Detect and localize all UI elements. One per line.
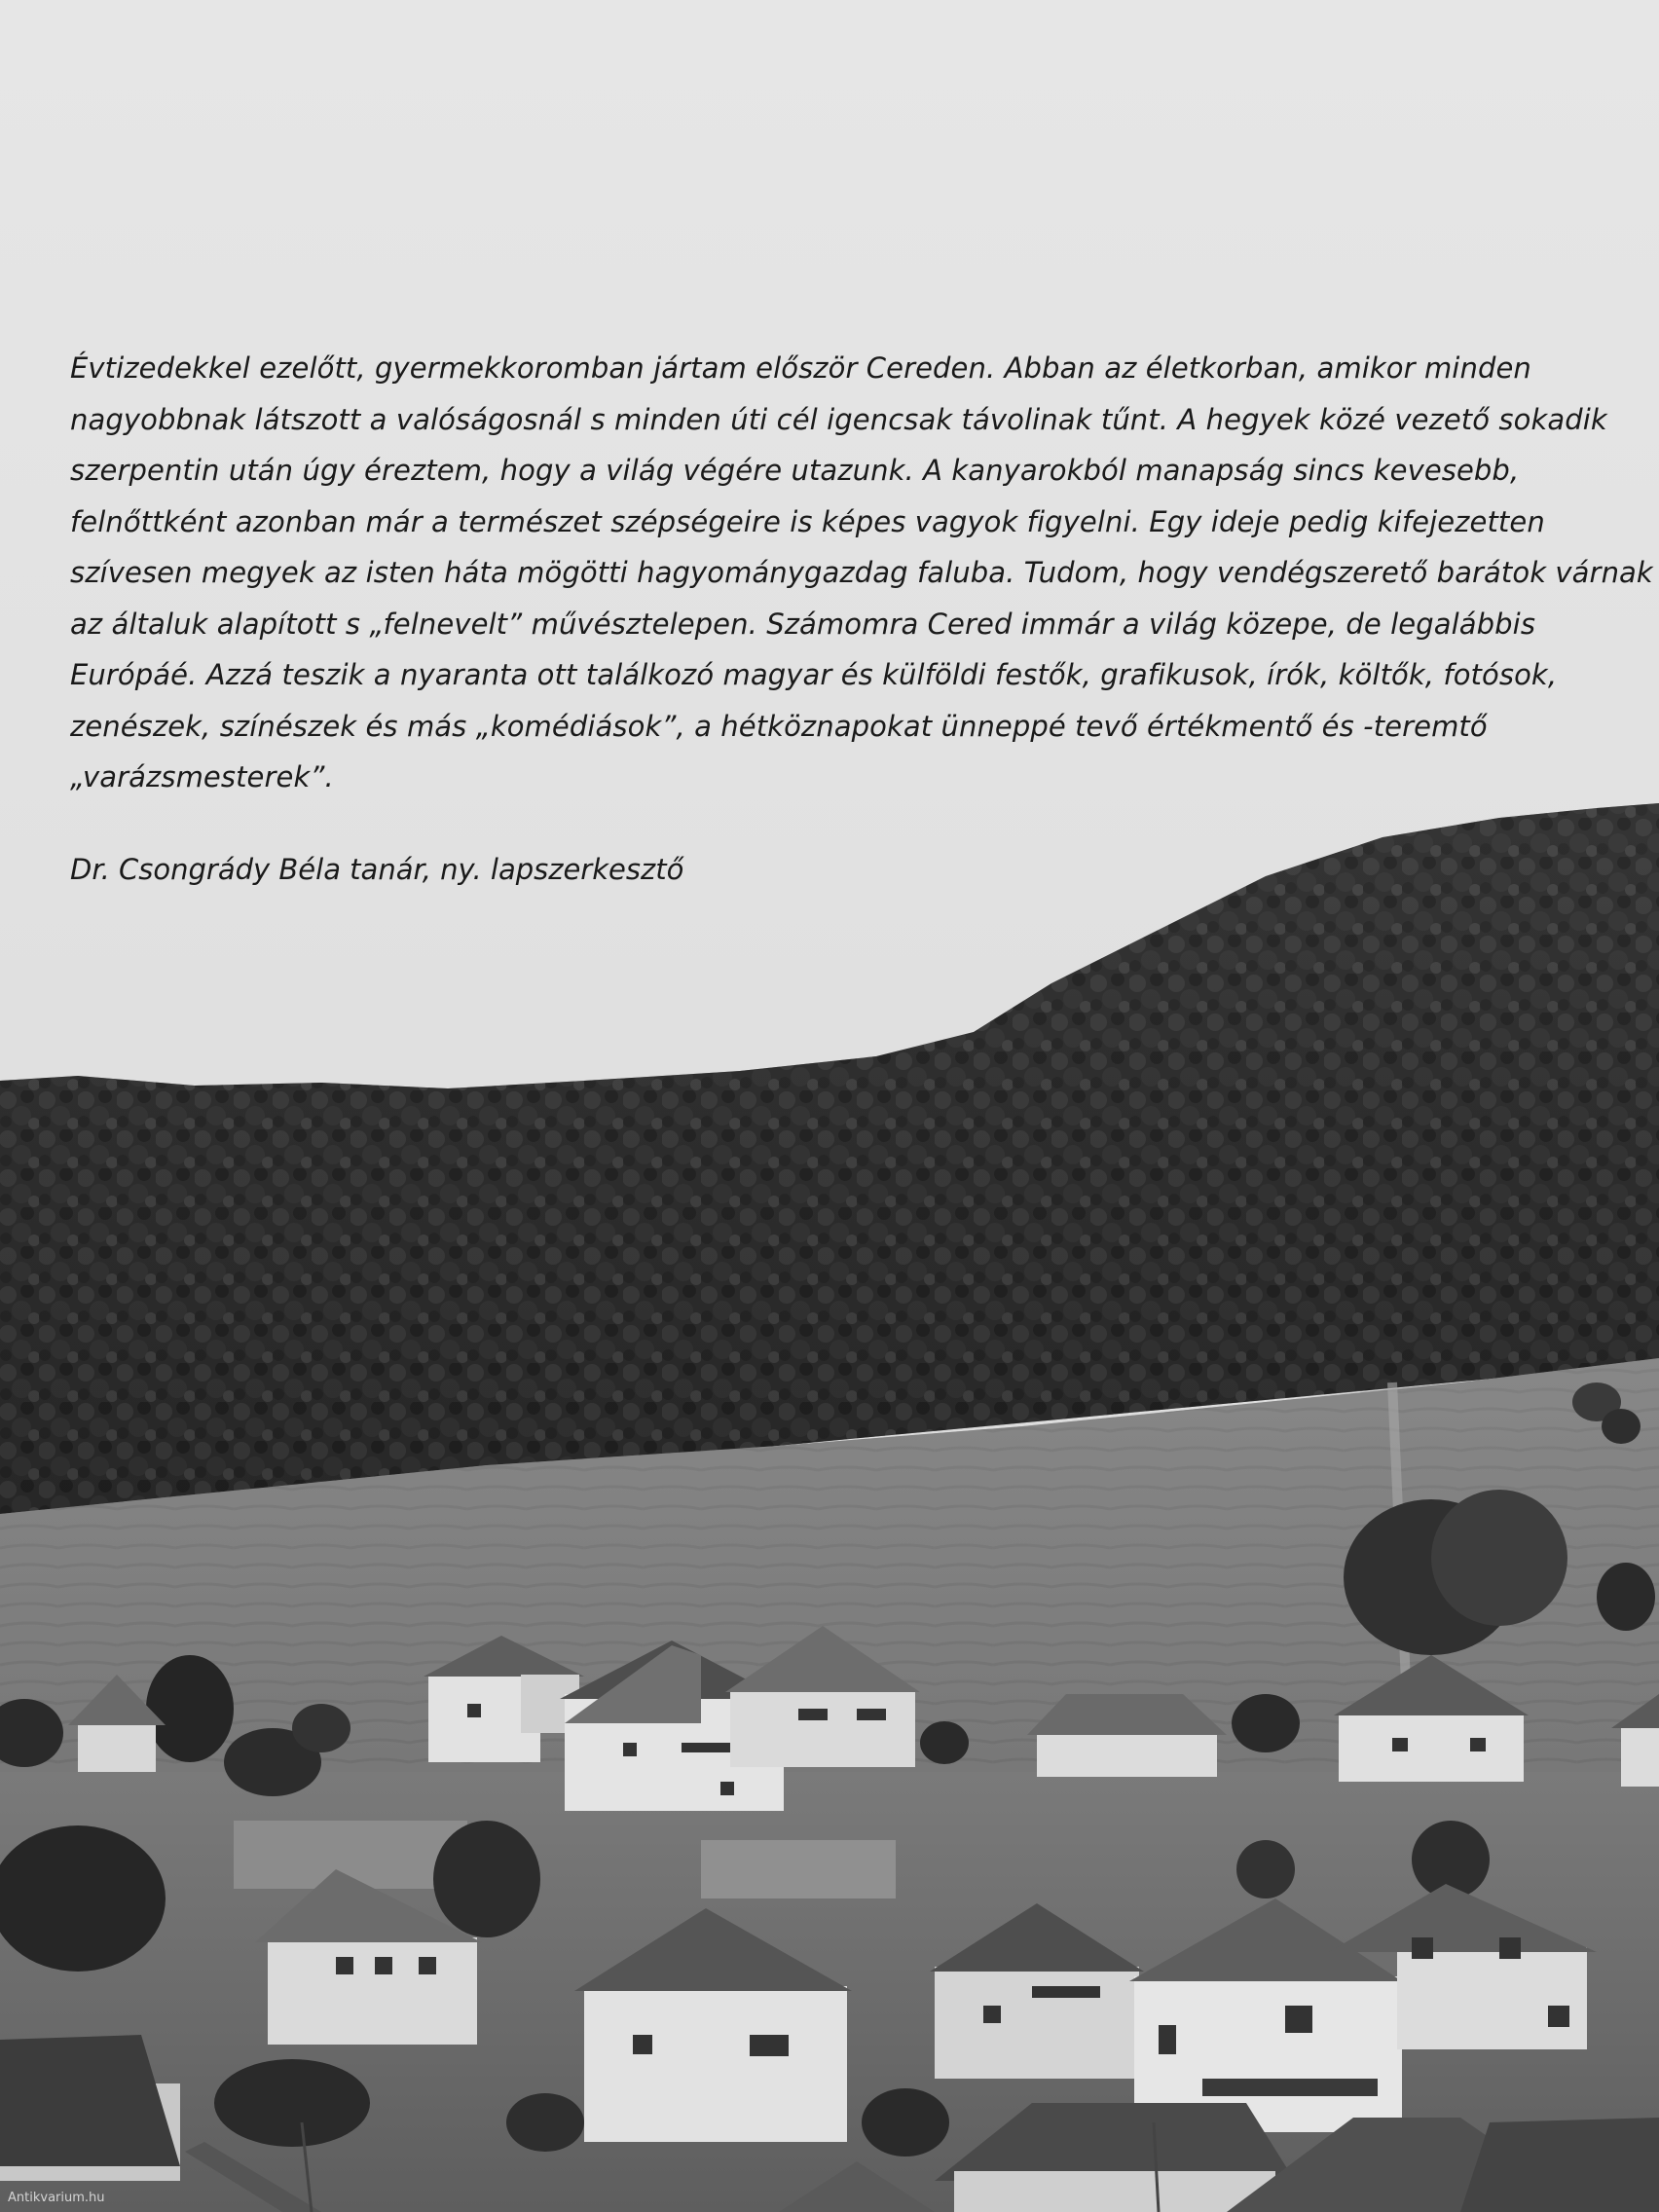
paragraph-line: nagyobbnak látszott a valóságosnál s minden úti cél igencsak távolinak tűnt. A hegyek közé vezető sokadik [70,402,1607,436]
paragraph-line: zenészek, színészek és más „komédiások”, a hétköznapokat ünneppé tevő értékmentő és -teremtő [70,709,1488,743]
author-signature: Dr. Csongrády Béla tanár, ny. lapszerkesztő [70,853,684,886]
watermark: Antikvarium.hu [8,2191,105,2205]
paragraph-line: Európáé. Azzá teszik a nyaranta ott találkozó magyar és külföldi festők, grafikusok, írók, költők, fotósok, [70,658,1558,691]
paragraph-line: szerpentin után úgy éreztem, hogy a világ végére utazunk. A kanyarokból manapság sincs kevesebb, [70,454,1520,487]
paragraph-line: szívesen megyek az isten háta mögötti hagyománygazdag faluba. Tudom, hogy vendégszerető barátok várnak [70,556,1653,589]
paragraph-line: az általuk alapított s „felnevelt” művésztelepen. Számomra Cered immár a világ közepe, de legalábbis [70,607,1536,641]
paragraph-line: Évtizedekkel ezelőtt, gyermekkoromban jártam először Cereden. Abban az életkorban, amikor minden [70,351,1531,385]
paragraph-line: felnőttként azonban már a természet szépségeire is képes vagyok figyelni. Egy ideje pedig kifejezetten [70,504,1545,538]
intro-paragraph [70,343,1653,803]
paragraph-line: „varázsmesterek”. [70,760,334,793]
